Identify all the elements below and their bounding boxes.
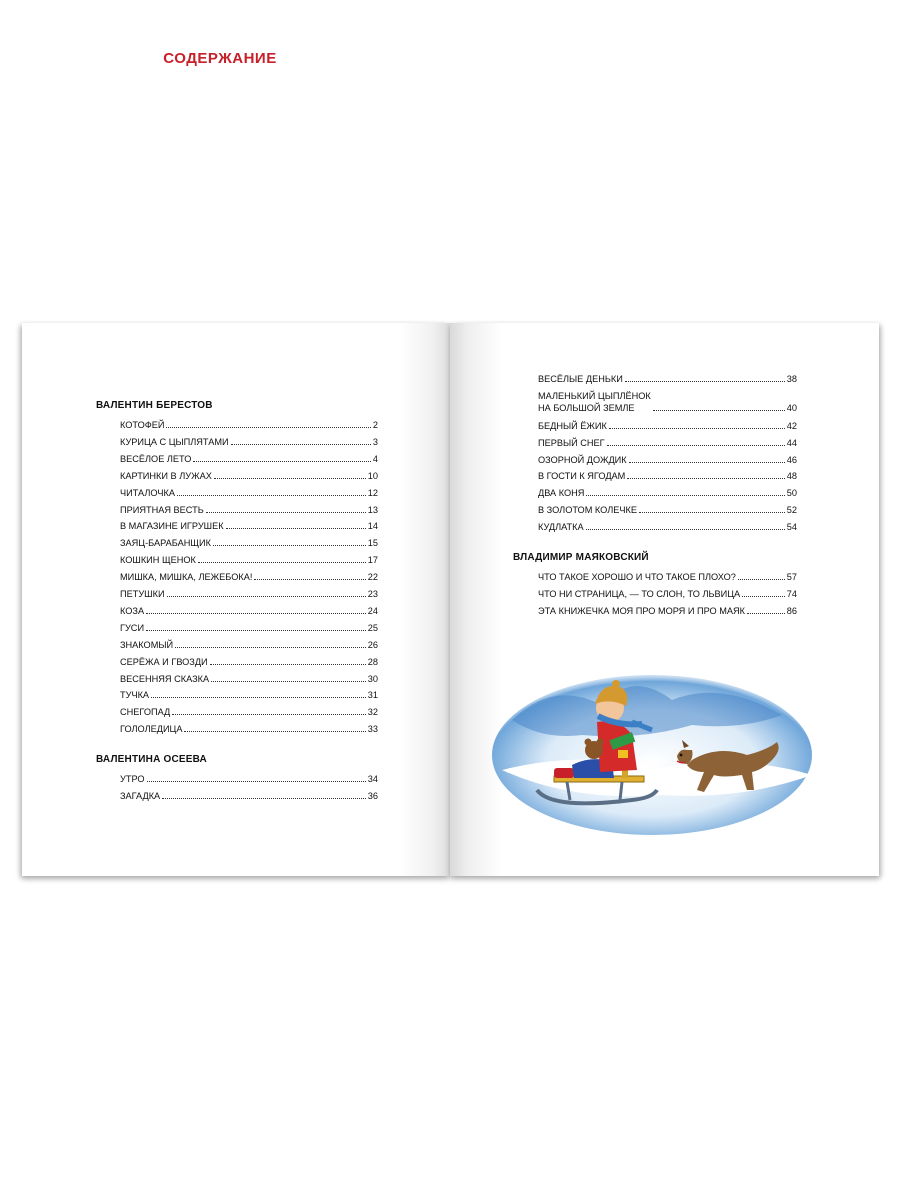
toc-entry [120,622,378,634]
toc-entry [120,504,378,516]
toc-page-number: 52 [786,505,797,516]
dot-leader [147,781,366,782]
toc-entry-title: ДВА КОНЯ [538,488,585,499]
toc-entry-title: ТУЧКА [120,690,150,701]
toc-entry-title-line: МАЛЕНЬКИЙ ЦЫПЛЁНОК [538,390,651,401]
toc-entry [538,571,797,583]
toc-entry [538,470,797,482]
winter-sled-illustration [492,650,822,840]
toc-entry-title: ВЕСЁЛЫЕ ДЕНЬКИ [538,374,623,384]
toc-page-number: 34 [367,774,378,785]
toc-entry [120,773,378,785]
dot-leader [639,512,785,513]
toc-page-number: 15 [367,538,378,549]
toc-entry-title: В ГОСТИ К ЯГОДАМ [538,471,626,482]
toc-page-number: 2 [372,420,378,430]
dot-leader [206,512,366,513]
dot-leader [609,428,785,429]
toc-entry [538,454,797,466]
dot-leader [177,495,366,496]
toc-entry [120,554,378,566]
toc-page-number: 25 [367,622,378,633]
dot-leader [198,562,366,563]
toc-page-number: 57 [786,572,797,582]
toc-page-number: 50 [786,488,797,499]
toc-page-number: 38 [786,374,797,384]
toc-entry [120,470,378,482]
toc-page-number: 28 [367,656,378,667]
toc-entry [538,373,797,385]
toc-entry-title: ЧТО ТАКОЕ ХОРОШО И ЧТО ТАКОЕ ПЛОХО? [538,572,736,582]
toc-entry-title: ВЕСЁЛОЕ ЛЕТО [120,453,192,464]
toc-entry [120,790,378,802]
toc-entry [120,605,378,617]
toc-page-number: 33 [367,724,378,735]
dot-leader [172,714,366,715]
toc-entry [120,520,378,532]
toc-page-number: 54 [786,522,797,533]
dot-leader [742,596,785,597]
toc-entry [120,689,378,701]
toc-entry-title: КАРТИНКИ В ЛУЖАХ [120,470,212,481]
toc-entry-title-line: НА БОЛЬШОЙ ЗЕМЛЕ [538,402,635,413]
dot-leader [184,731,365,732]
toc-entry-title [538,390,651,414]
toc-page-number: 31 [367,690,378,701]
toc-page-number: 23 [367,589,378,599]
toc-page-number: 42 [786,420,797,431]
toc-entry-title: ГОЛОЛЕДИЦА [120,724,183,735]
toc-page-number: 17 [367,555,378,566]
dot-leader [586,529,785,530]
toc-entry-title: КОТОФЕЙ [120,420,165,430]
toc-entry [120,487,378,499]
toc-page-number: 74 [786,588,797,599]
toc-entry-title: СНЕГОПАД [120,707,171,718]
toc-entry-title: ЧИТАЛОЧКА [120,487,175,498]
dot-leader [175,647,366,648]
dot-leader [210,664,366,665]
toc-entry-title: ОЗОРНОЙ ДОЖДИК [538,454,627,465]
toc-entry-title: ПЕРВЫЙ СНЕГ [538,437,605,448]
toc-page-number: 32 [367,707,378,718]
dot-leader [146,630,366,631]
toc-entry-title: ПЕТУШКИ [120,589,165,599]
toc-page-number: 22 [367,572,378,583]
dot-leader [146,613,366,614]
toc-page-number: 26 [367,639,378,650]
dot-leader [586,495,784,496]
toc-entry-title: КУРИЦА С ЦЫПЛЯТАМИ [120,436,229,447]
toc-entry [538,605,797,617]
toc-entry-title: В МАГАЗИНЕ ИГРУШЕК [120,521,224,532]
toc-page-number: 44 [786,437,797,448]
dot-leader [625,381,785,382]
toc-entry-title: МИШКА, МИШКА, ЛЕЖЕБОКА! [120,572,253,583]
author-heading: ВАЛЕНТИНА ОСЕЕВА [96,754,207,766]
dot-leader [211,681,366,682]
toc-entry-title: ЭТА КНИЖЕЧКА МОЯ ПРО МОРЯ И ПРО МАЯК [538,605,746,616]
toc-entry-title: ЗНАКОМЫЙ [120,639,174,650]
toc-entry-title: В ЗОЛОТОМ КОЛЕЧКЕ [538,505,637,516]
toc-entry [120,656,378,668]
toc-entry [538,420,797,432]
dot-leader [166,427,370,428]
toc-entry [538,504,797,516]
toc-entry [120,639,378,651]
toc-entry-title: ЗАЯЦ-БАРАБАНЩИК [120,538,211,549]
toc-entry [120,419,378,431]
toc-entry [120,588,378,600]
dot-leader [738,579,785,580]
toc-entry-title: ГУСИ [120,622,145,633]
toc-entry-title: УТРО [120,774,145,785]
dot-leader [653,410,785,411]
toc-page-number: 12 [367,487,378,498]
dot-leader [231,444,371,445]
toc-entry-title: КУДЛАТКА [538,522,584,533]
toc-entry [538,487,797,499]
toc-page-number: 36 [367,791,378,801]
dot-leader [213,545,366,546]
toc-entry-title: КОШКИН ЩЕНОК [120,555,196,566]
dot-leader [151,697,366,698]
dot-leader [226,528,366,529]
dot-leader [214,478,366,479]
toc-page-number: 10 [367,470,378,481]
toc-entry [120,706,378,718]
toc-entry [120,723,378,735]
toc-entry [120,453,378,465]
author-heading: ВАЛЕНТИН БЕРЕСТОВ [96,400,213,411]
toc-entry-title: ЗАГАДКА [120,791,161,801]
toc-page-number: 46 [786,454,797,465]
dot-leader [627,478,784,479]
dot-leader [629,462,785,463]
dot-leader [747,613,785,614]
toc-entry [120,571,378,583]
dot-leader [193,461,370,462]
dot-leader [607,445,785,446]
toc-page-number: 24 [367,605,378,616]
toc-entry [120,436,378,448]
toc-entry [538,437,797,449]
toc-entry [538,521,797,533]
toc-page-number: 3 [372,436,378,447]
toc-entry-title: БЕДНЫЙ ЁЖИК [538,420,607,431]
toc-page-number: 14 [367,521,378,532]
dot-leader [162,798,366,799]
toc-page-number: 13 [367,504,378,515]
author-heading: ВЛАДИМИР МАЯКОВСКИЙ [513,552,649,563]
toc-entry [120,537,378,549]
toc-page-number: 86 [786,605,797,616]
toc-entry-title: ПРИЯТНАЯ ВЕСТЬ [120,504,204,515]
toc-page-number: 30 [367,673,378,684]
toc-entry [120,673,378,685]
toc-entry-title: КОЗА [120,605,145,616]
toc-entry-title: СЕРЁЖА И ГВОЗДИ [120,656,208,667]
toc-title: СОДЕРЖАНИЕ [163,50,277,67]
toc-entry [538,588,797,600]
toc-page-number: 40 [786,402,797,413]
toc-entry-title: ЧТО НИ СТРАНИЦА, — ТО СЛОН, ТО ЛЬВИЦА [538,588,741,599]
toc-entry [538,390,797,414]
toc-entry-title: ВЕСЕННЯЯ СКАЗКА [120,673,210,684]
dot-leader [254,579,365,580]
dot-leader [167,596,366,597]
toc-page-number: 48 [786,471,797,482]
toc-page-number: 4 [372,453,378,464]
